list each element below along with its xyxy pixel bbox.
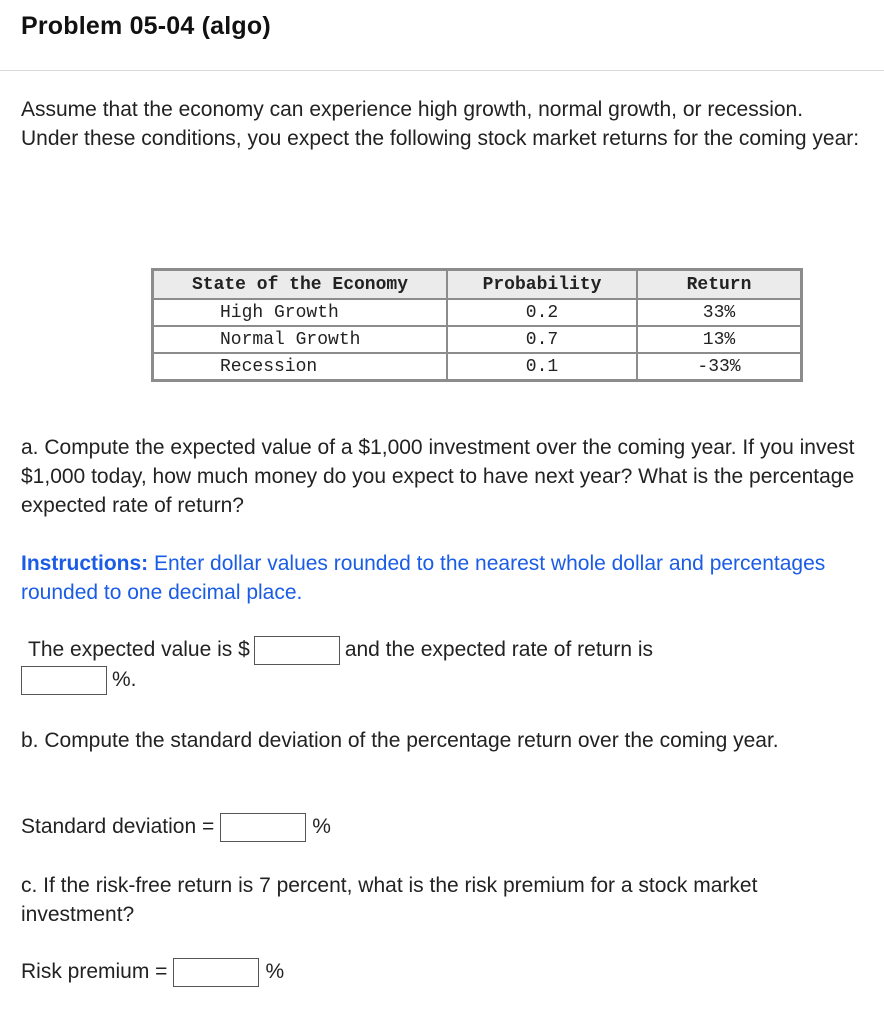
table-cell-return: -33% (637, 353, 801, 380)
economy-table (151, 268, 803, 382)
table-cell-state: Normal Growth (153, 326, 447, 353)
table-cell-probability: 0.7 (447, 326, 637, 353)
standard-deviation-label: Standard deviation = (21, 815, 215, 838)
table-cell-return: 13% (637, 326, 801, 353)
risk-premium-input[interactable] (173, 958, 259, 987)
table-cell-probability: 0.2 (447, 299, 637, 326)
question-c: c. If the risk-free return is 7 percent, what is the risk premium for a stock market investment? (21, 874, 758, 926)
risk-premium-suffix: % (265, 960, 285, 983)
table-row (153, 299, 801, 326)
instructions-label: Instructions: (21, 552, 149, 575)
risk-premium-label: Risk premium = (21, 960, 168, 983)
question-b: b. Compute the standard deviation of the percentage return over the coming year. (21, 729, 779, 752)
intro-text: Assume that the economy can experience high growth, normal growth, or recession. Under these conditions, you expect the following stock market returns for the coming year: (21, 98, 860, 150)
standard-deviation-suffix: % (312, 815, 331, 838)
expected-value-line (28, 635, 653, 665)
table-cell-probability: 0.1 (447, 353, 637, 380)
instructions-text: Enter dollar values rounded to the nearest whole dollar and percentages rounded to one decimal place. (21, 552, 826, 604)
expected-rate-line (21, 665, 137, 695)
standard-deviation-line (21, 812, 331, 842)
table-row (153, 353, 801, 380)
question-a: a. Compute the expected value of a $1,000 investment over the coming year. If you invest $1,000 today, how much money do you expect to have next year? What is the percentage expected rate of return? (21, 436, 855, 517)
table-row (153, 326, 801, 353)
table-cell-state: Recession (153, 353, 447, 380)
column-header-probability: Probability (447, 270, 637, 299)
title-divider (0, 70, 884, 71)
page-title: Problem 05-04 (algo) (21, 12, 271, 40)
risk-premium-line (21, 957, 284, 987)
table-cell-state: High Growth (153, 299, 447, 326)
column-header-state: State of the Economy (153, 270, 447, 299)
expected-rate-suffix: %. (112, 668, 137, 691)
table-header-row (153, 270, 801, 299)
expected-rate-label: and the expected rate of return is (344, 638, 654, 661)
expected-value-input[interactable] (254, 636, 340, 665)
expected-value-label: The expected value is $ (28, 638, 250, 661)
expected-rate-input[interactable] (21, 666, 107, 695)
column-header-return: Return (637, 270, 801, 299)
table-cell-return: 33% (637, 299, 801, 326)
standard-deviation-input[interactable] (220, 813, 306, 842)
instructions (21, 549, 861, 607)
